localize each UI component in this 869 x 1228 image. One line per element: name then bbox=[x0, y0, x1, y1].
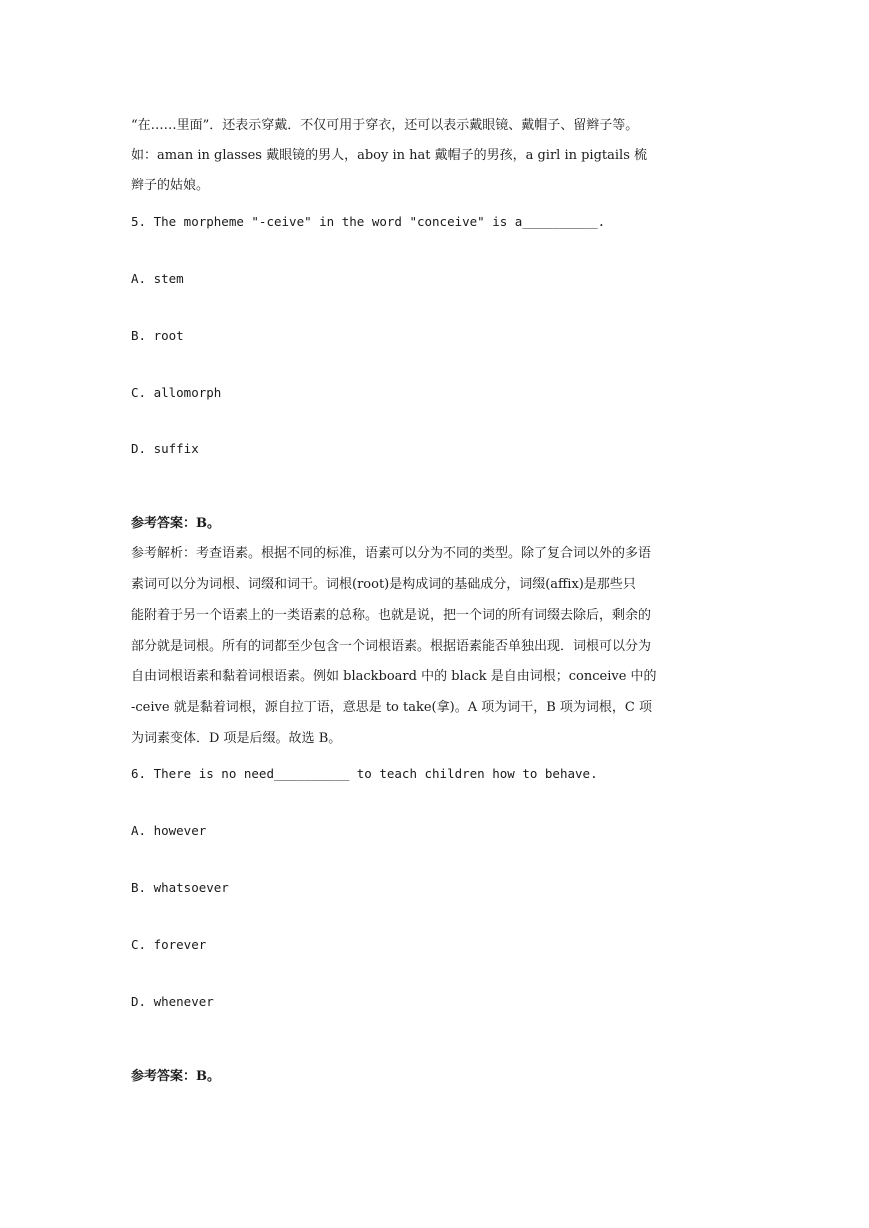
question-5-option-c: C. allomorph bbox=[131, 385, 222, 400]
question-5-analysis-line: 能附着于另一个语素上的一类语素的总称。也就是说，把一个词的所有词缀去除后，剩余的 bbox=[131, 608, 652, 623]
question-6-stem: 6. There is no need__________ to teach children how to behave. bbox=[131, 766, 598, 781]
question-5-option-b: B. root bbox=[131, 328, 184, 343]
question-6-option-c: C. forever bbox=[131, 937, 207, 952]
question-5-analysis-line: 部分就是词根。所有的词都至少包含一个词根语素。根据语素能否单独出现．词根可以分为 bbox=[131, 639, 652, 654]
question-6-option-d: D. whenever bbox=[131, 994, 214, 1009]
question-5-stem: 5. The morpheme "-ceive" in the word "conceive" is a__________. bbox=[131, 214, 606, 229]
question-6-option-a: A. however bbox=[131, 823, 207, 838]
intro-line-1: “在……里面”．还表示穿戴．不仅可用于穿衣，还可以表示戴眼镜、戴帽子、留辫子等。 bbox=[131, 118, 639, 133]
question-5-analysis-line: 自由词根语素和黏着词根语素。例如 blackboard 中的 black 是自由词根；conceive 中的 bbox=[131, 669, 657, 684]
question-5-analysis-line: -ceive 就是黏着词根，源自拉丁语，意思是 to take(拿)。A 项为词干，B 项为词根，C 项 bbox=[131, 700, 652, 715]
intro-line-2: 如：aman in glasses 戴眼镜的男人，aboy in hat 戴帽子的男孩，a girl in pigtails 梳 bbox=[131, 148, 648, 163]
question-5-option-d: D. suffix bbox=[131, 441, 199, 456]
question-5-analysis-line: 参考解析：考查语素。根据不同的标准，语素可以分为不同的类型。除了复合词以外的多语 bbox=[131, 546, 652, 561]
question-6-answer: 参考答案：B。 bbox=[131, 1069, 220, 1084]
question-6-option-b: B. whatsoever bbox=[131, 880, 229, 895]
question-5-answer: 参考答案：B。 bbox=[131, 516, 220, 531]
question-5-option-a: A. stem bbox=[131, 271, 184, 286]
question-5-analysis-line: 素词可以分为词根、词缀和词干。词根(root)是构成词的基础成分，词缀(affix)是那些只 bbox=[131, 577, 636, 592]
question-5-analysis-line: 为词素变体．D 项是后缀。故选 B。 bbox=[131, 731, 342, 746]
intro-line-3: 辫子的姑娘。 bbox=[131, 178, 210, 193]
